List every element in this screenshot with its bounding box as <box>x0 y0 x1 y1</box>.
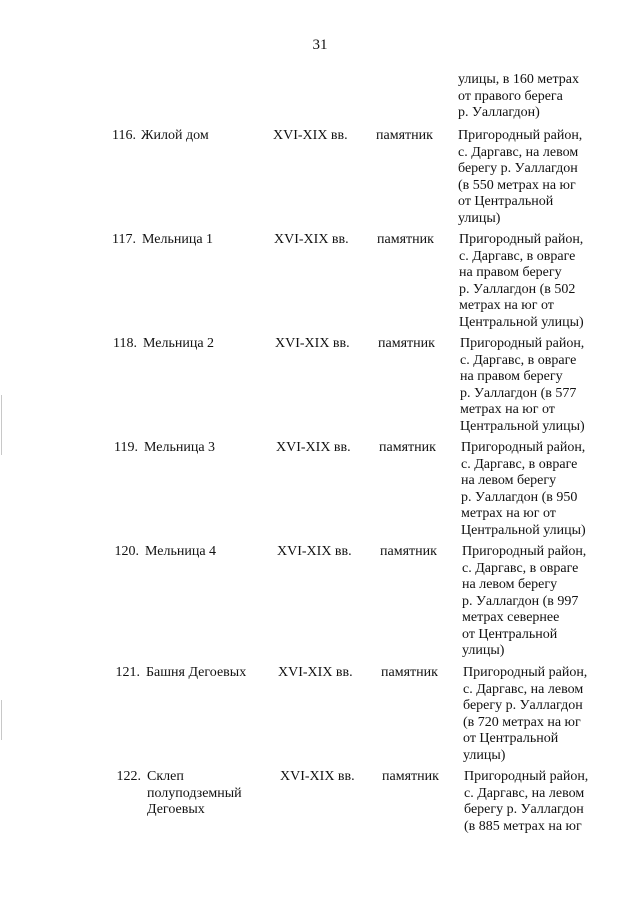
object-category: памятник <box>376 128 433 143</box>
object-name: Склеп полуподземный Дегоевых <box>147 769 242 817</box>
row-number: 122. <box>116 769 141 784</box>
row-number: 121. <box>115 665 140 680</box>
object-period: XVI-XIX вв. <box>274 232 349 247</box>
row-number: 117. <box>112 232 136 247</box>
object-category: памятник <box>378 336 435 351</box>
object-name: Мельница 4 <box>145 544 217 559</box>
object-name: Мельница 1 <box>142 232 214 247</box>
object-period: XVI-XIX вв. <box>280 769 355 784</box>
row-number: 119. <box>114 440 138 455</box>
row-number: 120. <box>114 544 139 559</box>
object-location: Пригородный район, с. Даргавс, в овраге на левом берегу р. Уаллагдон (в 997 метрах севернее от Центральной улицы) <box>462 544 587 658</box>
object-name: Мельница 3 <box>144 440 216 455</box>
object-location: Пригородный район, с. Даргавс, на левом берегу р. Уаллагдон (в 720 метрах на юг от Центральной улицы) <box>463 665 588 763</box>
object-period: XVI-XIX вв. <box>273 128 348 143</box>
object-period: XVI-XIX вв. <box>277 544 352 559</box>
object-category: памятник <box>381 665 438 680</box>
object-location: Пригородный район, с. Даргавс, в овраге на левом берегу р. Уаллагдон (в 950 метрах на юг от Центральной улицы) <box>461 440 586 538</box>
object-name: Башня Дегоевых <box>146 665 247 680</box>
object-location: Пригородный район, с. Даргавс, в овраге на правом берегу р. Уаллагдон (в 577 метрах на юг от Центральной улицы) <box>460 336 585 434</box>
scan-edge-mark <box>1 700 2 740</box>
page-number: 31 <box>312 37 328 53</box>
object-period: XVI-XIX вв. <box>276 440 351 455</box>
row-number: 116. <box>112 128 136 143</box>
location-continuation: улицы, в 160 метрах от правого берега р. Уаллагдон) <box>458 72 579 120</box>
object-category: памятник <box>379 440 436 455</box>
object-name: Жилой дом <box>141 128 209 143</box>
scan-edge-mark <box>1 395 2 455</box>
object-location: Пригородный район, с. Даргавс, на левом берегу р. Уаллагдон (в 885 метрах на юг <box>464 769 589 834</box>
object-period: XVI-XIX вв. <box>275 336 350 351</box>
object-location: Пригородный район, с. Даргавс, на левом берегу р. Уаллагдон (в 550 метрах на юг от Центральной улицы) <box>458 128 583 226</box>
object-location: Пригородный район, с. Даргавс, в овраге на правом берегу р. Уаллагдон (в 502 метрах на юг от Центральной улицы) <box>459 232 584 330</box>
object-name: Мельница 2 <box>143 336 215 351</box>
row-number: 118. <box>113 336 137 351</box>
object-category: памятник <box>382 769 439 784</box>
object-period: XVI-XIX вв. <box>278 665 353 680</box>
object-category: памятник <box>377 232 434 247</box>
object-category: памятник <box>380 544 437 559</box>
